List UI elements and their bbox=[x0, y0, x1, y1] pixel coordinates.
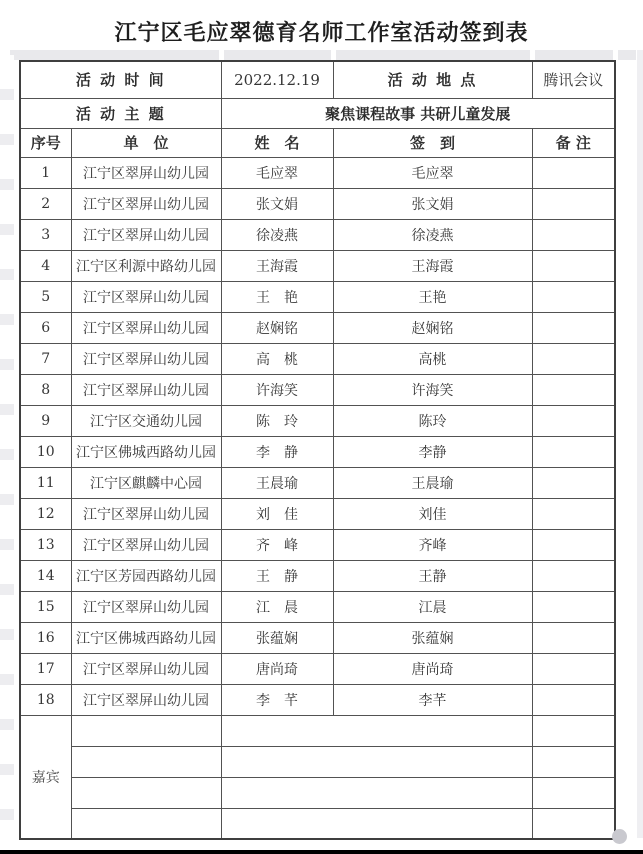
signature-cell: 许海笑 bbox=[333, 374, 532, 405]
row-number-cell: 9 bbox=[20, 405, 71, 436]
table-row bbox=[20, 560, 615, 591]
guest-unit-cell bbox=[71, 746, 221, 777]
unit-cell: 江宁区翠屏山幼儿园 bbox=[71, 591, 221, 622]
unit-cell: 江宁区翠屏山幼儿园 bbox=[71, 219, 221, 250]
name-cell: 王晨瑜 bbox=[221, 467, 333, 498]
table-row bbox=[20, 343, 615, 374]
signature-cell: 高桃 bbox=[333, 343, 532, 374]
note-cell bbox=[532, 529, 615, 560]
name-cell: 刘 佳 bbox=[221, 498, 333, 529]
guest-name-sign-cell bbox=[221, 808, 532, 839]
signature-cell: 王静 bbox=[333, 560, 532, 591]
table-row bbox=[20, 467, 615, 498]
signature-cell: 王晨瑜 bbox=[333, 467, 532, 498]
unit-cell: 江宁区芳园西路幼儿园 bbox=[71, 560, 221, 591]
unit-cell: 江宁区麒麟中心园 bbox=[71, 467, 221, 498]
guest-unit-cell bbox=[71, 777, 221, 808]
signin-table bbox=[19, 60, 616, 840]
table-row bbox=[20, 250, 615, 281]
activity-place-label: 活 动 地 点 bbox=[333, 61, 532, 98]
note-cell bbox=[532, 498, 615, 529]
unit-cell: 江宁区翠屏山幼儿园 bbox=[71, 498, 221, 529]
signature-cell: 王海霞 bbox=[333, 250, 532, 281]
unit-cell: 江宁区佛城西路幼儿园 bbox=[71, 622, 221, 653]
unit-cell: 江宁区翠屏山幼儿园 bbox=[71, 374, 221, 405]
note-cell bbox=[532, 312, 615, 343]
row-number-cell: 8 bbox=[20, 374, 71, 405]
activity-time-row bbox=[20, 61, 615, 98]
name-cell: 李 静 bbox=[221, 436, 333, 467]
note-cell bbox=[532, 467, 615, 498]
name-cell: 许海笑 bbox=[221, 374, 333, 405]
name-cell: 齐 峰 bbox=[221, 529, 333, 560]
signature-cell: 徐凌燕 bbox=[333, 219, 532, 250]
signature-cell: 毛应翠 bbox=[333, 157, 532, 188]
activity-place-value: 腾讯会议 bbox=[532, 61, 615, 98]
table-row bbox=[20, 653, 615, 684]
spreadsheet-row-artifact bbox=[336, 50, 530, 60]
row-number-cell: 18 bbox=[20, 684, 71, 715]
table-row bbox=[20, 684, 615, 715]
guest-note-cell bbox=[532, 808, 615, 839]
row-number-cell: 12 bbox=[20, 498, 71, 529]
name-cell: 徐凌燕 bbox=[221, 219, 333, 250]
note-cell bbox=[532, 405, 615, 436]
name-cell: 高 桃 bbox=[221, 343, 333, 374]
spreadsheet-row-artifact bbox=[535, 50, 613, 60]
activity-time-value: 2022.12.19 bbox=[221, 61, 333, 98]
table-row bbox=[20, 622, 615, 653]
name-cell: 赵娴铭 bbox=[221, 312, 333, 343]
unit-cell: 江宁区翠屏山幼儿园 bbox=[71, 529, 221, 560]
row-number-cell: 13 bbox=[20, 529, 71, 560]
name-cell: 张文娟 bbox=[221, 188, 333, 219]
window-bottom-edge bbox=[0, 850, 643, 854]
note-cell bbox=[532, 188, 615, 219]
guest-name-sign-cell bbox=[221, 746, 532, 777]
signin-rows bbox=[20, 157, 615, 715]
name-cell: 王海霞 bbox=[221, 250, 333, 281]
column-header-sign: 签 到 bbox=[333, 128, 532, 157]
note-cell bbox=[532, 374, 615, 405]
guest-row bbox=[20, 746, 615, 777]
signature-cell: 江晨 bbox=[333, 591, 532, 622]
note-cell bbox=[532, 684, 615, 715]
row-number-cell: 11 bbox=[20, 467, 71, 498]
table-row bbox=[20, 374, 615, 405]
column-header-note: 备 注 bbox=[532, 128, 615, 157]
unit-cell: 江宁区翠屏山幼儿园 bbox=[71, 312, 221, 343]
row-number-cell: 16 bbox=[20, 622, 71, 653]
guest-note-cell bbox=[532, 746, 615, 777]
row-number-cell: 6 bbox=[20, 312, 71, 343]
unit-cell: 江宁区翠屏山幼儿园 bbox=[71, 188, 221, 219]
activity-topic-row bbox=[20, 98, 615, 128]
table-row bbox=[20, 591, 615, 622]
note-cell bbox=[532, 591, 615, 622]
row-number-cell: 15 bbox=[20, 591, 71, 622]
column-header-no: 序号 bbox=[20, 128, 71, 157]
note-cell bbox=[532, 622, 615, 653]
signature-cell: 张蕴娴 bbox=[333, 622, 532, 653]
signature-cell: 李芊 bbox=[333, 684, 532, 715]
table-row bbox=[20, 405, 615, 436]
unit-cell: 江宁区翠屏山幼儿园 bbox=[71, 157, 221, 188]
note-cell bbox=[532, 219, 615, 250]
name-cell: 江 晨 bbox=[221, 591, 333, 622]
row-number-cell: 2 bbox=[20, 188, 71, 219]
guest-row bbox=[20, 715, 615, 746]
signature-cell: 陈玲 bbox=[333, 405, 532, 436]
guest-note-cell bbox=[532, 715, 615, 746]
note-cell bbox=[532, 653, 615, 684]
signature-cell: 张文娟 bbox=[333, 188, 532, 219]
row-number-cell: 1 bbox=[20, 157, 71, 188]
page-title: 江宁区毛应翠德育名师工作室活动签到表 bbox=[114, 20, 529, 46]
activity-time-label: 活 动 时 间 bbox=[20, 61, 221, 98]
signature-cell: 唐尚琦 bbox=[333, 653, 532, 684]
name-cell: 张蕴娴 bbox=[221, 622, 333, 653]
row-number-cell: 5 bbox=[20, 281, 71, 312]
header-row bbox=[20, 128, 615, 157]
unit-cell: 江宁区翠屏山幼儿园 bbox=[71, 343, 221, 374]
table-row bbox=[20, 188, 615, 219]
row-number-cell: 4 bbox=[20, 250, 71, 281]
unit-cell: 江宁区利源中路幼儿园 bbox=[71, 250, 221, 281]
resize-handle-dot[interactable] bbox=[612, 829, 627, 844]
column-header-name: 姓 名 bbox=[221, 128, 333, 157]
info-rows bbox=[20, 61, 615, 157]
note-cell bbox=[532, 281, 615, 312]
signature-cell: 王艳 bbox=[333, 281, 532, 312]
table-row bbox=[20, 529, 615, 560]
name-cell: 李 芊 bbox=[221, 684, 333, 715]
activity-topic-label: 活 动 主 题 bbox=[20, 98, 221, 128]
name-cell: 陈 玲 bbox=[221, 405, 333, 436]
note-cell bbox=[532, 436, 615, 467]
signature-cell: 刘佳 bbox=[333, 498, 532, 529]
row-number-cell: 14 bbox=[20, 560, 71, 591]
guest-unit-cell bbox=[71, 808, 221, 839]
table-row bbox=[20, 498, 615, 529]
activity-topic-value: 聚焦课程故事 共研儿童发展 bbox=[221, 98, 615, 128]
guest-name-sign-cell bbox=[221, 715, 532, 746]
name-cell: 王 静 bbox=[221, 560, 333, 591]
right-edge-artifact bbox=[637, 50, 643, 838]
guest-rows bbox=[20, 715, 615, 839]
name-cell: 唐尚琦 bbox=[221, 653, 333, 684]
unit-cell: 江宁区交通幼儿园 bbox=[71, 405, 221, 436]
note-cell bbox=[532, 343, 615, 374]
table-row bbox=[20, 219, 615, 250]
table-row bbox=[20, 312, 615, 343]
row-number-cell: 7 bbox=[20, 343, 71, 374]
unit-cell: 江宁区佛城西路幼儿园 bbox=[71, 436, 221, 467]
spreadsheet-row-artifact bbox=[224, 50, 331, 60]
table-row bbox=[20, 281, 615, 312]
spreadsheet-row-artifact bbox=[10, 50, 219, 60]
name-cell: 王 艳 bbox=[221, 281, 333, 312]
note-cell bbox=[532, 250, 615, 281]
guest-unit-cell bbox=[71, 715, 221, 746]
signature-cell: 齐峰 bbox=[333, 529, 532, 560]
row-number-cell: 3 bbox=[20, 219, 71, 250]
guest-row bbox=[20, 808, 615, 839]
table-row bbox=[20, 436, 615, 467]
column-header-unit: 单 位 bbox=[71, 128, 221, 157]
guest-label-cell: 嘉宾 bbox=[20, 715, 71, 839]
row-number-cell: 17 bbox=[20, 653, 71, 684]
signature-cell: 赵娴铭 bbox=[333, 312, 532, 343]
name-cell: 毛应翠 bbox=[221, 157, 333, 188]
note-cell bbox=[532, 157, 615, 188]
spreadsheet-row-artifact bbox=[618, 50, 636, 60]
table-row bbox=[20, 157, 615, 188]
left-gutter-artifact bbox=[0, 55, 14, 837]
unit-cell: 江宁区翠屏山幼儿园 bbox=[71, 653, 221, 684]
signature-cell: 李静 bbox=[333, 436, 532, 467]
guest-row bbox=[20, 777, 615, 808]
note-cell bbox=[532, 560, 615, 591]
row-number-cell: 10 bbox=[20, 436, 71, 467]
guest-name-sign-cell bbox=[221, 777, 532, 808]
unit-cell: 江宁区翠屏山幼儿园 bbox=[71, 281, 221, 312]
unit-cell: 江宁区翠屏山幼儿园 bbox=[71, 684, 221, 715]
guest-note-cell bbox=[532, 777, 615, 808]
